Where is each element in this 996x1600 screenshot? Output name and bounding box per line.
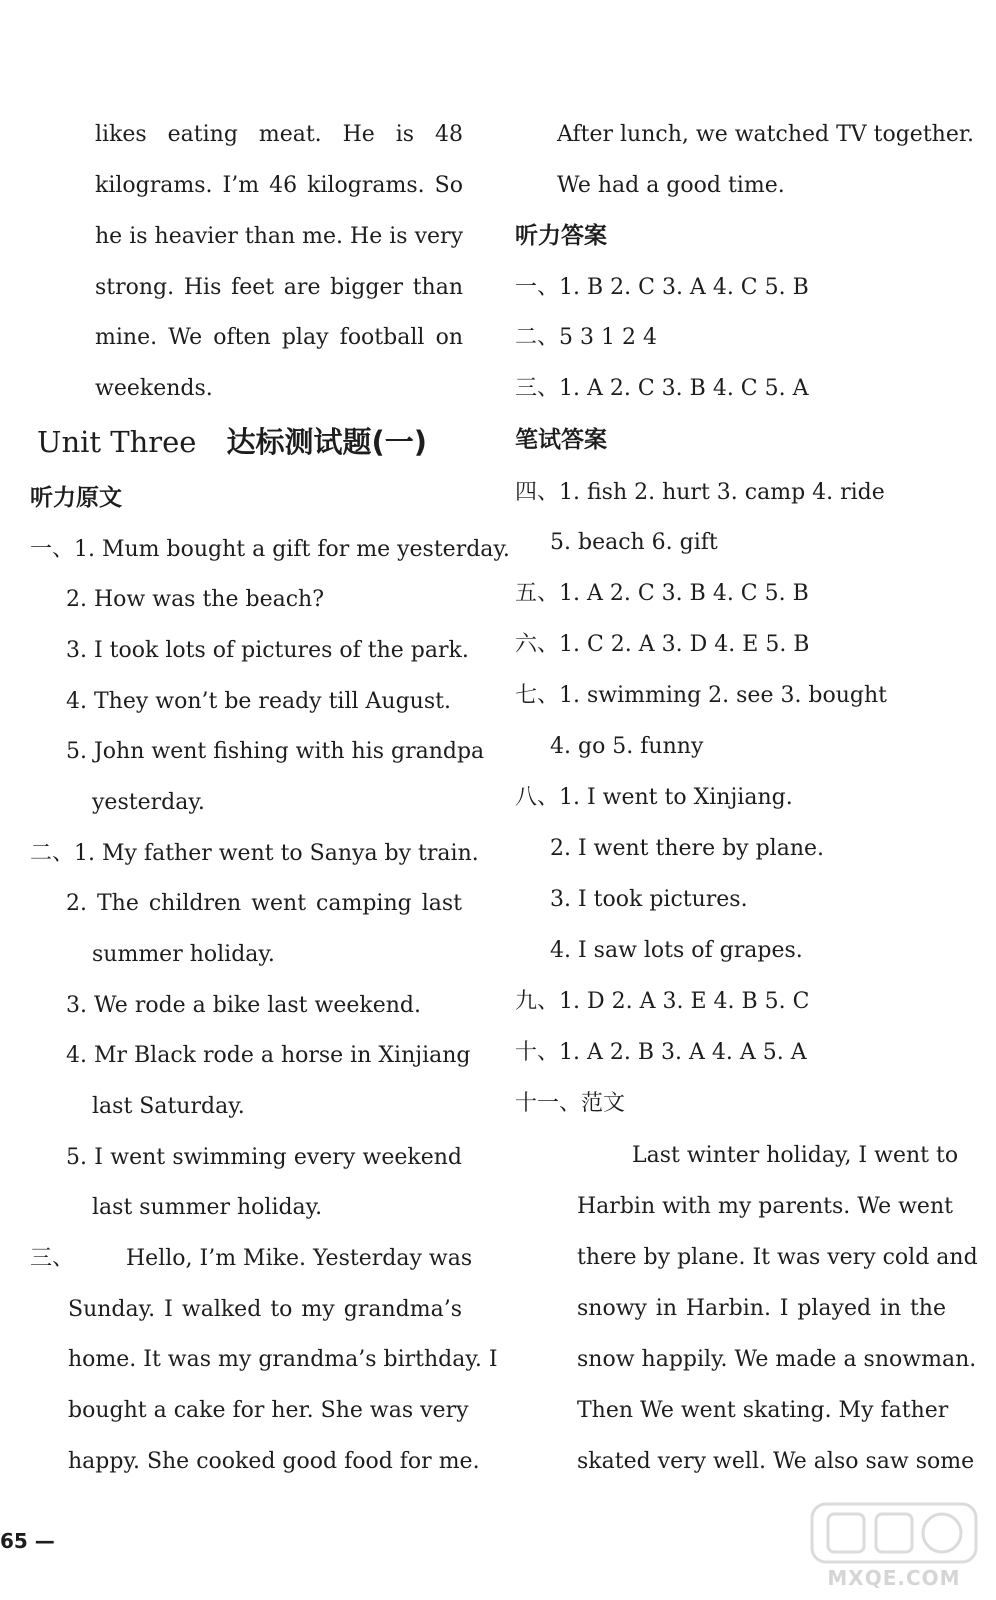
text-line: last summer holiday. <box>92 1195 323 1220</box>
text-line: likes eating meat. He is 48 <box>95 122 463 147</box>
text-line: home. It was my grandma’s birthday. I <box>68 1347 498 1372</box>
text-line: 2. The children went camping last <box>66 891 462 916</box>
text-line: last Saturday. <box>92 1094 245 1119</box>
answer-line: 七、1. swimming 2. see 3. bought <box>515 683 888 708</box>
essay-line: snowy in Harbin. I played in the <box>577 1296 946 1321</box>
listening-answers-heading: 听力答案 <box>515 223 607 249</box>
text-line: 5. John went fishing with his grandpa <box>66 739 485 764</box>
unit-title <box>37 424 427 460</box>
answer-line: 三、1. A 2. C 3. B 4. C 5. A <box>515 376 809 401</box>
answer-line: 五、1. A 2. C 3. B 4. C 5. B <box>515 581 809 606</box>
unit-title-en: Unit Three <box>37 425 197 459</box>
answer-line: 九、1. D 2. A 3. E 4. B 5. C <box>515 989 810 1014</box>
watermark-text: MXQE.COM <box>827 1566 961 1590</box>
essay-line: skated very well. We also saw some <box>577 1449 975 1474</box>
written-answers-heading: 笔试答案 <box>515 427 607 453</box>
text-line: 5. I went swimming every weekend <box>66 1145 462 1170</box>
answer-line: 3. I took pictures. <box>550 887 748 912</box>
essay-line: Then We went skating. My father <box>577 1398 949 1423</box>
text-line: 二、1. My father went to Sanya by train. <box>30 841 479 866</box>
answer-line: 4. go 5. funny <box>550 734 704 759</box>
text-line: yesterday. <box>92 790 205 815</box>
essay-line: Harbin with my parents. We went <box>577 1194 953 1219</box>
text-line: strong. His feet are bigger than <box>95 275 463 300</box>
listening-script-heading: 听力原文 <box>30 485 122 511</box>
essay-line: Last winter holiday, I went to <box>632 1143 959 1168</box>
essay-line: there by plane. It was very cold and <box>577 1245 978 1270</box>
text-line: Hello, I’m Mike. Yesterday was <box>126 1246 473 1271</box>
essay-line: snow happily. We made a snowman. <box>577 1347 977 1372</box>
answer-line: 一、1. B 2. C 3. A 4. C 5. B <box>515 275 809 300</box>
text-line: We had a good time. <box>557 173 785 198</box>
text-line: mine. We often play football on <box>95 325 463 350</box>
page-number: 65 — <box>0 1529 55 1553</box>
text-line: 4. Mr Black rode a horse in Xinjiang <box>66 1043 471 1068</box>
text-line: weekends. <box>95 376 213 401</box>
answer-line: 5. beach 6. gift <box>550 530 718 555</box>
text-line: kilograms. I’m 46 kilograms. So <box>95 173 463 198</box>
text-line: 3. I took lots of pictures of the park. <box>66 638 469 663</box>
text-line: he is heavier than me. He is very <box>95 224 463 249</box>
section-label: 三、 <box>30 1246 75 1271</box>
text-line: 2. How was the beach? <box>66 587 324 612</box>
unit-title-cn: 达标测试题(一) <box>226 425 427 459</box>
text-line: bought a cake for her. She was very <box>68 1398 469 1423</box>
watermark-mark-icon <box>806 1500 982 1566</box>
text-line: After lunch, we watched TV together. <box>557 122 974 147</box>
text-line: 4. They won’t be ready till August. <box>66 689 451 714</box>
answer-line: 四、1. fish 2. hurt 3. camp 4. ride <box>515 480 885 505</box>
text-line: 3. We rode a bike last weekend. <box>66 993 421 1018</box>
text-line: summer holiday. <box>92 942 275 967</box>
text-line: 一、1. Mum bought a gift for me yesterday. <box>30 537 510 562</box>
answer-line: 4. I saw lots of grapes. <box>550 938 803 963</box>
text-line: Sunday. I walked to my grandma’s <box>68 1297 462 1322</box>
answer-line: 2. I went there by plane. <box>550 836 825 861</box>
answer-line: 十、1. A 2. B 3. A 4. A 5. A <box>515 1040 807 1065</box>
watermark-logo <box>806 1500 982 1592</box>
answer-line: 六、1. C 2. A 3. D 4. E 5. B <box>515 632 810 657</box>
text-line: happy. She cooked good food for me. <box>68 1449 480 1474</box>
answer-line: 二、5 3 1 2 4 <box>515 325 657 350</box>
answer-line: 十一、范文 <box>515 1091 626 1116</box>
answer-line: 八、1. I went to Xinjiang. <box>515 785 793 810</box>
